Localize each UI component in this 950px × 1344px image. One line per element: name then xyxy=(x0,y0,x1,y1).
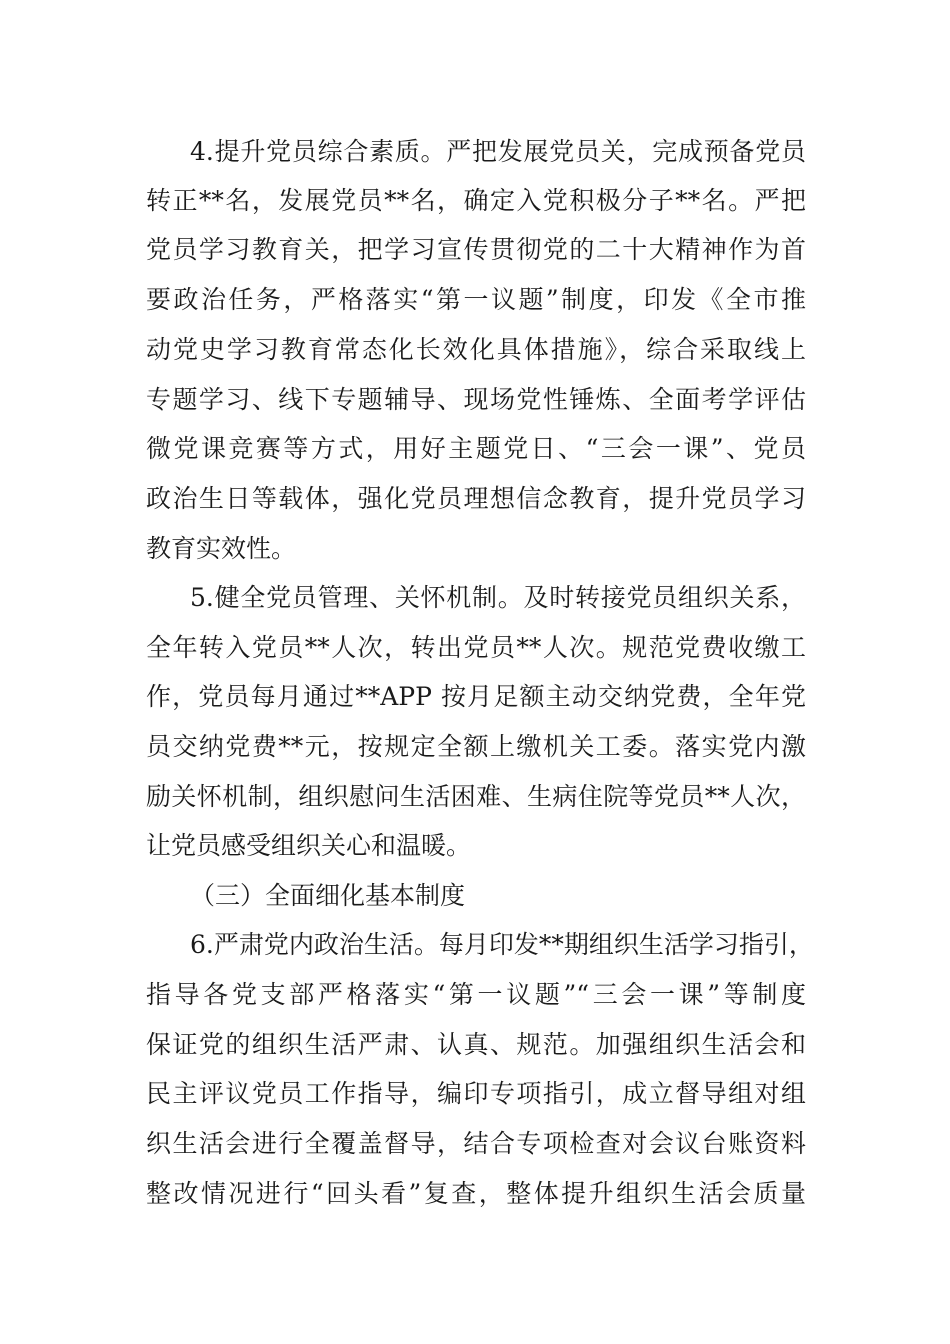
paragraph-4-line-8: 政治生日等载体，强化党员理想信念教育，提升党员学习 xyxy=(146,484,806,513)
paragraph-5-line-3: 作，党员每月通过**APP 按月足额主动交纳党费，全年党 xyxy=(146,682,806,711)
paragraph-6-line-3: 保证党的组织生活严肃、认真、规范。加强组织生活会和 xyxy=(146,1030,806,1059)
paragraph-5-line-2: 全年转入党员**人次，转出党员**人次。规范党费收缴工 xyxy=(146,633,806,662)
paragraph-4-line-5: 动党史学习教育常态化长效化具体措施》，综合采取线上 xyxy=(146,335,806,364)
paragraph-5-line-5: 励关怀机制，组织慰问生活困难、生病住院等党员**人次， xyxy=(146,782,806,811)
paragraph-4-line-2: 转正**名，发展党员**名，确定入党积极分子**名。严把 xyxy=(146,186,806,215)
paragraph-5-line-1: 5.健全党员管理、关怀机制。及时转接党员组织关系， xyxy=(190,583,806,612)
paragraph-6-line-5: 织生活会进行全覆盖督导，结合专项检查对会议台账资料 xyxy=(146,1129,806,1158)
paragraph-4-line-7: 微党课竞赛等方式，用好主题党日、“三会一课”、党员 xyxy=(146,434,806,463)
paragraph-4-line-3: 党员学习教育关，把学习宣传贯彻党的二十大精神作为首 xyxy=(146,235,806,264)
paragraph-6-line-4: 民主评议党员工作指导，编印专项指引，成立督导组对组 xyxy=(146,1079,806,1108)
paragraph-5-line-4: 员交纳党费**元，按规定全额上缴机关工委。落实党内激 xyxy=(146,732,806,761)
paragraph-4-line-1: 4.提升党员综合素质。严把发展党员关，完成预备党员 xyxy=(190,137,806,166)
paragraph-6-line-6: 整改情况进行“回头看”复查，整体提升组织生活会质量 xyxy=(146,1179,806,1208)
paragraph-5-line-6: 让党员感受组织关心和温暖。 xyxy=(146,831,472,860)
paragraph-4-line-6: 专题学习、线下专题辅导、现场党性锤炼、全面考学评估 xyxy=(146,385,806,414)
section-heading: （三）全面细化基本制度 xyxy=(190,881,466,910)
paragraph-6-line-2: 指导各党支部严格落实“第一议题”“三会一课”等制度 xyxy=(146,980,806,1009)
paragraph-4-line-4: 要政治任务，严格落实“第一议题”制度，印发《全市推 xyxy=(146,285,806,314)
paragraph-6-line-1: 6.严肃党内政治生活。每月印发**期组织生活学习指引， xyxy=(190,930,814,959)
paragraph-4-line-9: 教育实效性。 xyxy=(146,534,297,563)
